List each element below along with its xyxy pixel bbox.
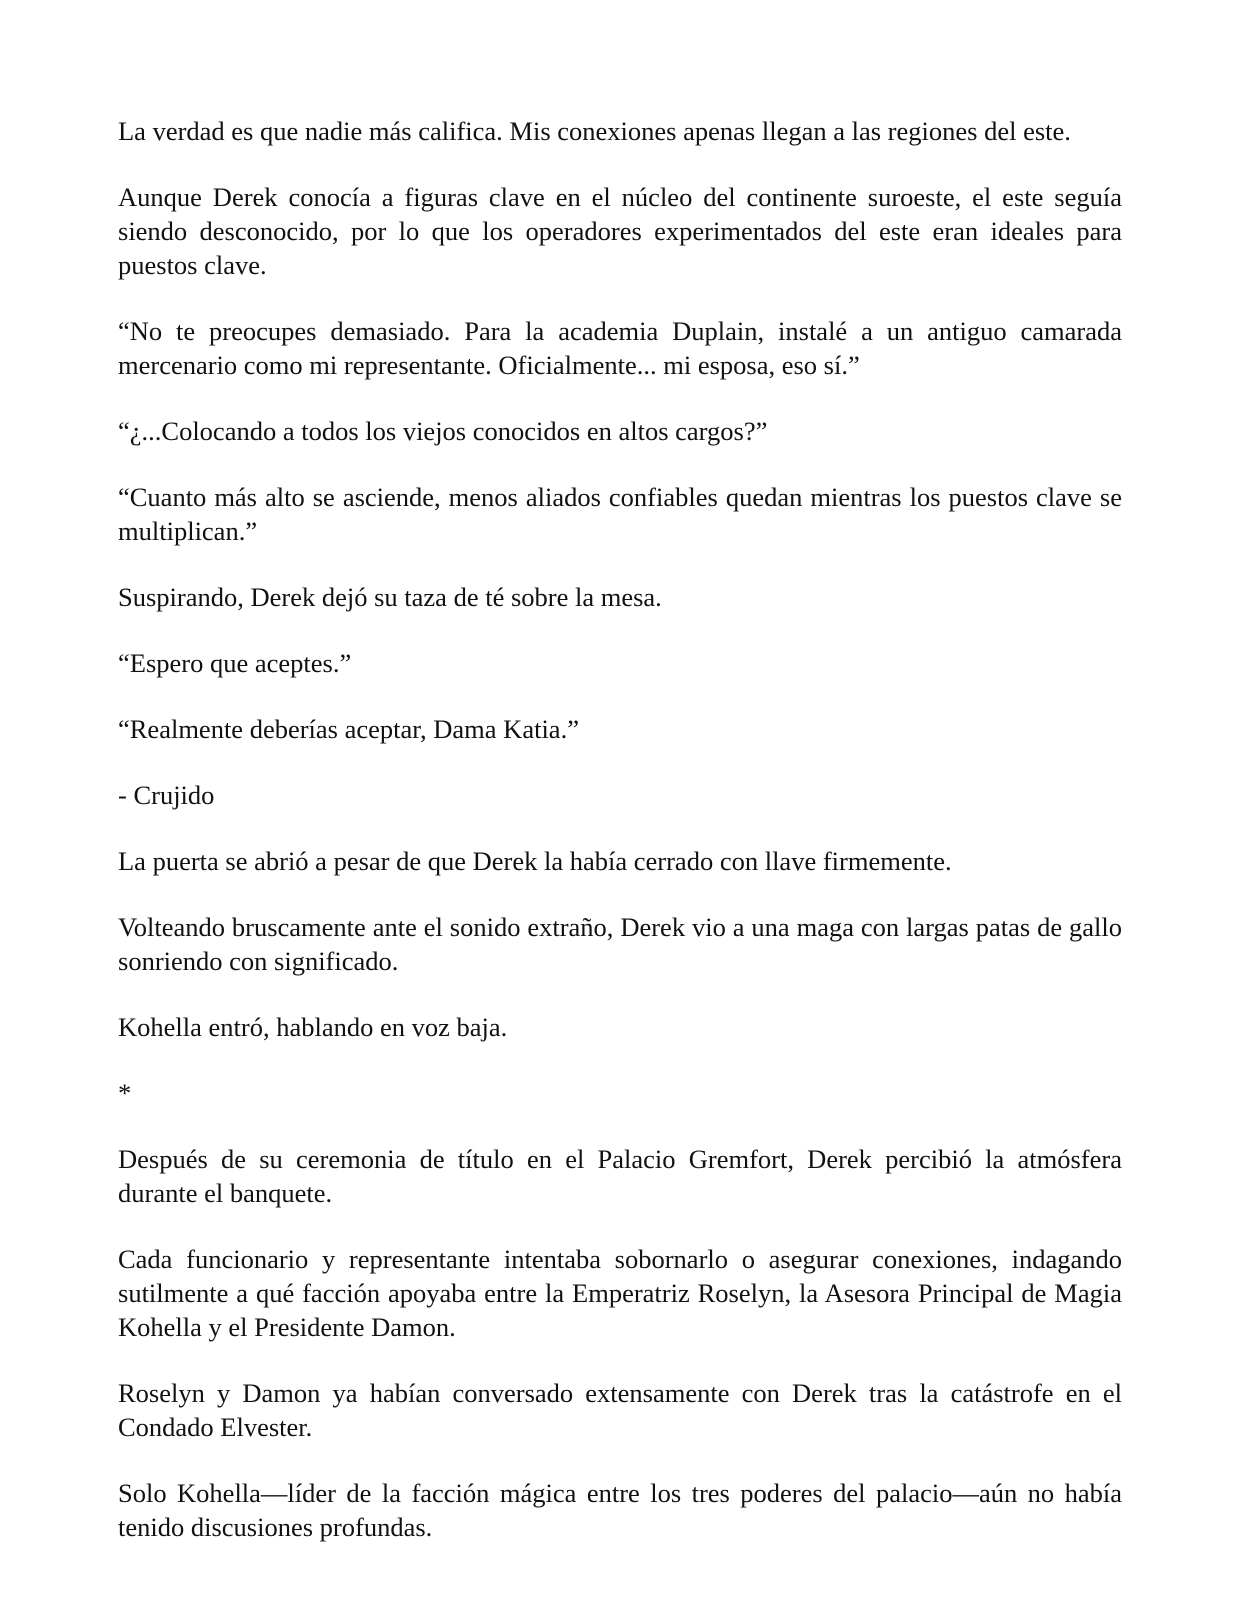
document-page: [118, 114, 1122, 1576]
paragraph-8: “Realmente deberías aceptar, Dama Katia.”: [118, 714, 579, 744]
paragraph-4: “¿...Colocando a todos los viejos conocidos en altos cargos?”: [118, 416, 768, 446]
paragraph-16: Solo Kohella—líder de la facción mágica entre los tres poderes del palacio—aún no había tenido discusiones profundas.: [118, 1478, 1122, 1542]
paragraph-7: “Espero que aceptes.”: [118, 648, 352, 678]
paragraph-1: La verdad es que nadie más califica. Mis conexiones apenas llegan a las regiones del este.: [118, 116, 1071, 146]
paragraph-9: - Crujido: [118, 780, 215, 810]
paragraph-11: Volteando bruscamente ante el sonido extraño, Derek vio a una maga con largas patas de gallo sonriendo con significado.: [118, 912, 1122, 976]
paragraph-14: Cada funcionario y representante intentaba sobornarlo o asegurar conexiones, indagando sutilmente a qué facción apoyaba entre la Emperatriz Roselyn, la Asesora Principal de Magia Kohella y el Presidente Damon.: [118, 1244, 1122, 1342]
paragraph-6: Suspirando, Derek dejó su taza de té sobre la mesa.: [118, 582, 662, 612]
paragraph-15: Roselyn y Damon ya habían conversado extensamente con Derek tras la catástrofe en el Condado Elvester.: [118, 1378, 1122, 1442]
paragraph-13: Después de su ceremonia de título en el Palacio Gremfort, Derek percibió la atmósfera durante el banquete.: [118, 1144, 1122, 1208]
paragraph-5: “Cuanto más alto se asciende, menos aliados confiables quedan mientras los puestos clave se multiplican.”: [118, 482, 1122, 546]
paragraph-3: “No te preocupes demasiado. Para la academia Duplain, instalé a un antiguo camarada mercenario como mi representante. Oficialmente... mi esposa, eso sí.”: [118, 316, 1122, 380]
scene-break: *: [118, 1078, 132, 1108]
paragraph-10: La puerta se abrió a pesar de que Derek la había cerrado con llave firmemente.: [118, 846, 952, 876]
paragraph-12: Kohella entró, hablando en voz baja.: [118, 1012, 508, 1042]
paragraph-2: Aunque Derek conocía a figuras clave en el núcleo del continente suroeste, el este seguía siendo desconocido, por lo que los operadores experimentados del este eran ideales para puestos clave.: [118, 182, 1122, 280]
